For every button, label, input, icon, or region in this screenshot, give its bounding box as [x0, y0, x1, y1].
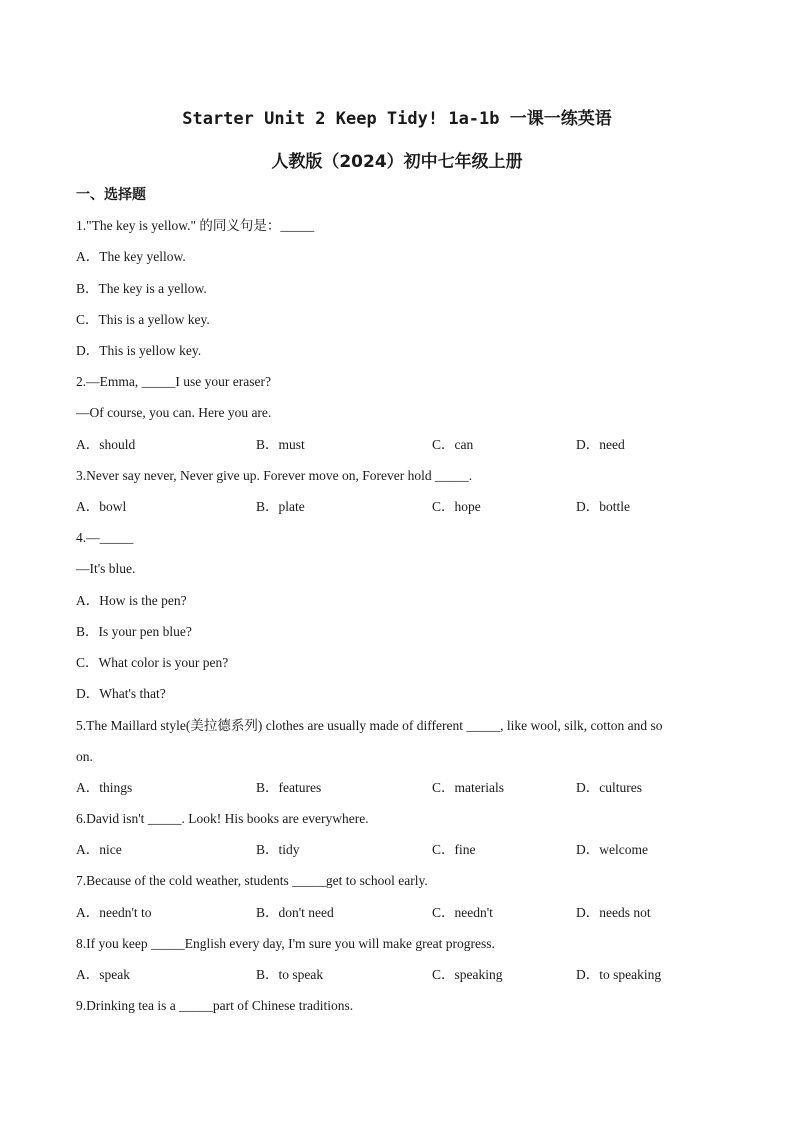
section-heading: 一、选择题: [76, 187, 146, 203]
question-1-option-c: C．This is a yellow key.: [76, 312, 210, 327]
question-5-option-d: D．cultures: [576, 780, 642, 795]
question-2-reply: —Of course, you can. Here you are.: [76, 405, 272, 420]
question-7-option-d: D．needs not: [576, 905, 651, 920]
question-4-option-c: C．What color is your pen?: [76, 655, 229, 670]
question-5-option-a: A．things: [76, 780, 133, 795]
question-3-option-a: A．bowl: [76, 499, 127, 514]
question-8-option-c: C．speaking: [432, 967, 503, 982]
question-7-option-c: C．needn't: [432, 905, 493, 920]
question-7-option-a: A．needn't to: [76, 905, 152, 920]
question-3-option-b: B．plate: [256, 499, 305, 514]
question-2-option-a: A．should: [76, 437, 136, 452]
question-6-option-d: D．welcome: [576, 842, 648, 857]
question-2-option-c: C．can: [432, 437, 474, 452]
question-5-option-b: B．features: [256, 780, 322, 795]
question-1-option-d: D．This is yellow key.: [76, 343, 202, 358]
question-2-option-b: B．must: [256, 437, 305, 452]
question-5-option-c: C．materials: [432, 780, 504, 795]
question-4-stem: 4.—_____: [76, 530, 134, 545]
question-5-stem: 5.The Maillard style(美拉德系列) clothes are usually made of different _____, like wool, silk, cotton and so: [76, 718, 663, 733]
document-subtitle: 人教版（2024）初中七年级上册: [271, 152, 523, 172]
question-8-stem: 8.If you keep _____English every day, I'm sure you will make great progress.: [76, 936, 495, 951]
question-1-option-b: B．The key is a yellow.: [76, 281, 207, 296]
question-3-option-d: D．bottle: [576, 499, 630, 514]
question-4-option-d: D．What's that?: [76, 686, 166, 701]
question-6-option-b: B．tidy: [256, 842, 300, 857]
question-8-option-b: B．to speak: [256, 967, 324, 982]
question-1-option-a: A．The key yellow.: [76, 249, 186, 264]
question-3-option-c: C．hope: [432, 499, 481, 514]
question-1-stem: 1."The key is yellow." 的同义句是：_____: [76, 218, 315, 233]
question-4-option-b: B．Is your pen blue?: [76, 624, 192, 639]
question-2-stem: 2.—Emma, _____I use your eraser?: [76, 374, 271, 389]
question-8-option-d: D．to speaking: [576, 967, 662, 982]
question-5-stem-continued: on.: [76, 749, 93, 764]
question-6-stem: 6.David isn't _____. Look! His books are everywhere.: [76, 811, 369, 826]
question-4-reply: —It's blue.: [76, 561, 136, 576]
question-8-option-a: A．speak: [76, 967, 130, 982]
question-7-option-b: B．don't need: [256, 905, 334, 920]
question-6-option-a: A．nice: [76, 842, 122, 857]
question-2-option-d: D．need: [576, 437, 625, 452]
question-9-stem: 9.Drinking tea is a _____part of Chinese traditions.: [76, 998, 354, 1013]
question-4-option-a: A．How is the pen?: [76, 593, 187, 608]
question-6-option-c: C．fine: [432, 842, 476, 857]
question-7-stem: 7.Because of the cold weather, students _____get to school early.: [76, 873, 428, 888]
question-3-stem: 3.Never say never, Never give up. Forever move on, Forever hold _____.: [76, 468, 473, 483]
document-title: Starter Unit 2 Keep Tidy! 1a-1b 一课一练英语: [182, 109, 612, 129]
